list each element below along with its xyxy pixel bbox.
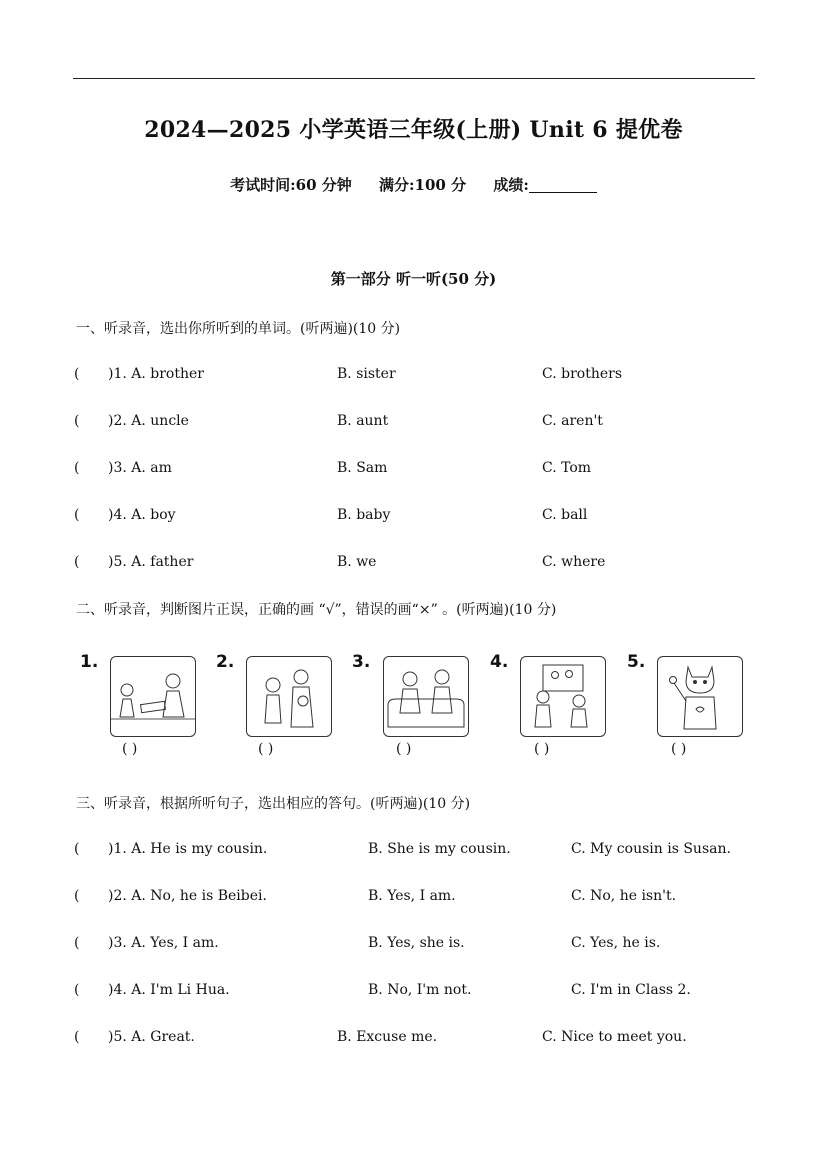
question-5-a: )5. A. Great.	[108, 1029, 195, 1045]
mother-child-laptop-picture	[110, 656, 196, 737]
question-3-b: B. Yes, she is.	[368, 935, 465, 951]
picture-answer-paren[interactable]: ( )	[396, 741, 412, 757]
answer-paren[interactable]: (	[74, 507, 80, 523]
picture-number: 3.	[352, 652, 371, 672]
question-4-c: C. I'm in Class 2.	[571, 982, 691, 998]
question-4-b: B. baby	[337, 507, 391, 523]
question-2-c: C. No, he isn't.	[571, 888, 677, 904]
answer-paren[interactable]: (	[74, 935, 80, 951]
question-3-c: C. Yes, he is.	[571, 935, 661, 951]
section3-instruction: 三、听录音，根据所听句子，选出相应的答句。(听两遍)(10 分)	[76, 796, 471, 812]
question-4-a: )4. A. I'm Li Hua.	[108, 982, 230, 998]
question-3-a: )3. A. am	[108, 460, 172, 476]
question-2-b: B. aunt	[337, 413, 389, 429]
grade-label: 成绩:	[493, 176, 529, 194]
grade-field	[493, 174, 597, 195]
header-rule	[73, 78, 755, 79]
section2-instruction: 二、听录音，判断图片正误，正确的画 “√”，错误的画“×” 。(听两遍)(10 分)	[76, 602, 557, 618]
question-1-b: B. sister	[337, 366, 396, 382]
answer-paren[interactable]: (	[74, 554, 80, 570]
question-3-c: C. Tom	[542, 460, 592, 476]
answer-paren[interactable]: (	[74, 366, 80, 382]
question-5-c: C. Nice to meet you.	[542, 1029, 687, 1045]
question-3-b: B. Sam	[337, 460, 388, 476]
question-5-c: C. where	[542, 554, 606, 570]
picture-answer-paren[interactable]: ( )	[671, 741, 687, 757]
question-1-a: )1. A. brother	[108, 366, 204, 382]
cat-waving-picture	[657, 656, 743, 737]
picture-number: 2.	[216, 652, 235, 672]
answer-paren[interactable]: (	[74, 413, 80, 429]
answer-paren[interactable]: (	[74, 982, 80, 998]
question-1-c: C. brothers	[542, 366, 623, 382]
section1-instruction: 一、听录音，选出你所听到的单词。(听两遍)(10 分)	[76, 321, 401, 337]
question-5-b: B. we	[337, 554, 377, 570]
question-2-b: B. Yes, I am.	[368, 888, 456, 904]
page-title: 2024—2025 小学英语三年级(上册) Unit 6 提优卷	[144, 117, 683, 143]
picture-number: 4.	[490, 652, 509, 672]
children-with-family-photo-picture	[520, 656, 606, 737]
answer-paren[interactable]: (	[74, 888, 80, 904]
grandparents-on-sofa-picture	[383, 656, 469, 737]
picture-answer-paren[interactable]: ( )	[258, 741, 274, 757]
answer-paren[interactable]: (	[74, 1029, 80, 1045]
picture-number: 1.	[80, 652, 99, 672]
picture-answer-paren[interactable]: ( )	[122, 741, 138, 757]
question-5-b: B. Excuse me.	[337, 1029, 438, 1045]
answer-paren[interactable]: (	[74, 460, 80, 476]
question-2-a: )2. A. No, he is Beibei.	[108, 888, 267, 904]
question-2-c: C. aren't	[542, 413, 603, 429]
full-score: 满分:100 分	[379, 176, 467, 194]
question-4-a: )4. A. boy	[108, 507, 176, 523]
question-1-a: )1. A. He is my cousin.	[108, 841, 268, 857]
question-1-c: C. My cousin is Susan.	[571, 841, 731, 857]
question-3-a: )3. A. Yes, I am.	[108, 935, 219, 951]
answer-paren[interactable]: (	[74, 841, 80, 857]
question-1-b: B. She is my cousin.	[368, 841, 511, 857]
question-4-b: B. No, I'm not.	[368, 982, 472, 998]
picture-answer-paren[interactable]: ( )	[534, 741, 550, 757]
girl-with-mother-and-baby-picture	[246, 656, 332, 737]
question-2-a: )2. A. uncle	[108, 413, 189, 429]
exam-info	[0, 174, 827, 195]
question-5-a: )5. A. father	[108, 554, 194, 570]
part1-title: 第一部分 听一听(50 分)	[330, 270, 497, 288]
grade-blank[interactable]	[529, 178, 597, 193]
question-4-c: C. ball	[542, 507, 588, 523]
picture-number: 5.	[627, 652, 646, 672]
exam-time: 考试时间:60 分钟	[230, 176, 352, 194]
